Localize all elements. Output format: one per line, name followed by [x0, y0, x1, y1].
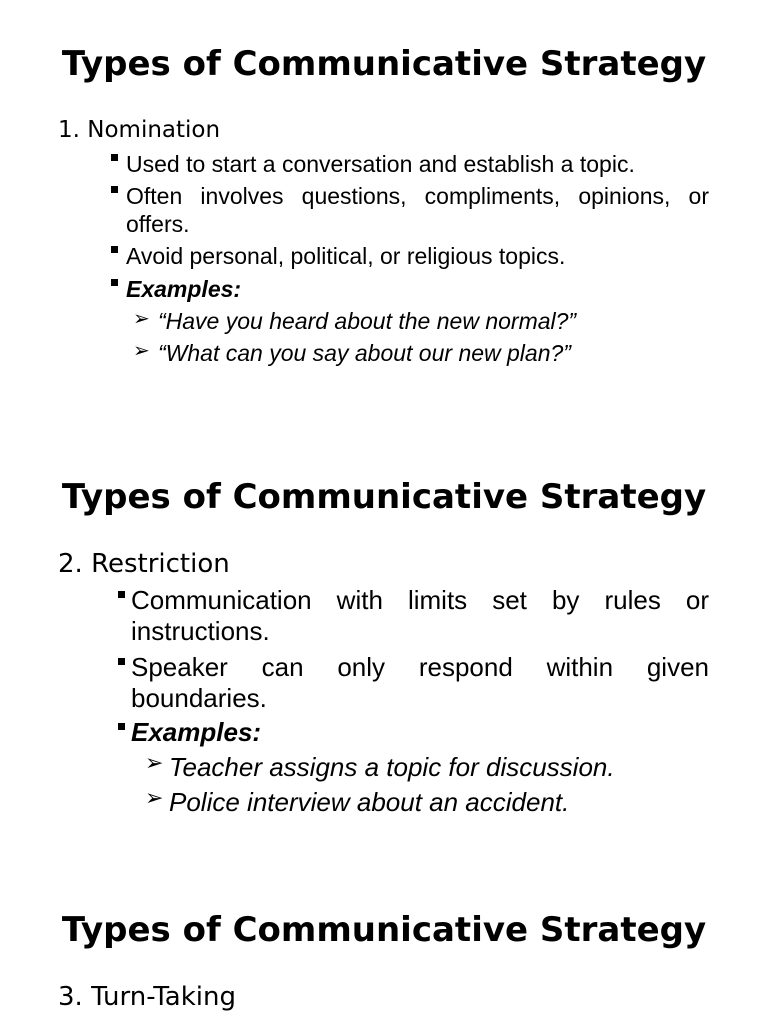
example-item: “What can you say about our new plan?” — [158, 340, 571, 366]
arrowhead-bullet-icon: ➢ — [133, 306, 150, 330]
examples-label: Examples: — [131, 717, 262, 747]
heading-number: 2. — [58, 549, 83, 579]
square-bullet-icon — [118, 658, 125, 665]
square-bullet-icon — [118, 723, 125, 730]
heading-number: 3. — [58, 982, 83, 1012]
examples-label: Examples: — [126, 276, 242, 302]
square-bullet-icon — [111, 154, 118, 161]
heading-label: Nomination — [87, 117, 221, 143]
square-bullet-icon — [111, 186, 118, 193]
square-bullet-icon — [111, 246, 118, 253]
square-bullet-icon — [118, 591, 125, 598]
example-item: Police interview about an accident. — [169, 787, 570, 817]
slide-title: Types of Communicative Strategy — [61, 477, 707, 517]
bullet-item: Speaker can only respond within given boundaries. — [131, 652, 709, 713]
example-item: Teacher assigns a topic for discussion. — [169, 752, 615, 782]
section-heading — [58, 117, 220, 143]
bullet-item: Avoid personal, political, or religious topics. — [126, 243, 566, 269]
arrowhead-bullet-icon: ➢ — [133, 338, 150, 362]
section-heading — [58, 549, 230, 579]
square-bullet-icon — [111, 279, 118, 286]
bullet-item: Used to start a conversation and establish a topic. — [126, 151, 635, 177]
bullet-item: Often involves questions, compliments, opinions, or offers. — [126, 183, 709, 237]
arrowhead-bullet-icon: ➢ — [145, 786, 164, 811]
slide-title: Types of Communicative Strategy — [61, 44, 707, 84]
bullet-item: Communication with limits set by rules or instructions. — [131, 585, 709, 646]
slide-title: Types of Communicative Strategy — [61, 910, 707, 950]
heading-number: 1. — [58, 117, 80, 143]
section-heading — [58, 982, 236, 1012]
arrowhead-bullet-icon: ➢ — [145, 751, 164, 776]
example-item: “Have you heard about the new normal?” — [158, 308, 577, 334]
heading-label: Restriction — [91, 549, 230, 579]
heading-label: Turn-Taking — [91, 982, 236, 1012]
